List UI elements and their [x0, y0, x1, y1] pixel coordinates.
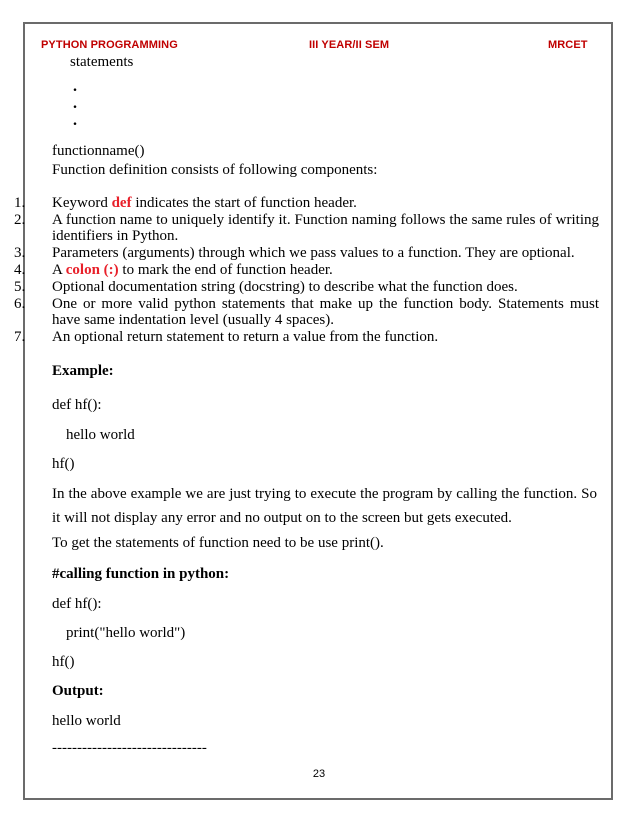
code-line: hf() — [52, 654, 75, 670]
print-note: To get the statements of function need to be use print(). — [52, 535, 384, 551]
list-item — [14, 279, 599, 295]
keyword-colon: colon (:) — [65, 262, 119, 278]
list-text: A — [52, 262, 66, 278]
ellipsis-dot: . — [73, 112, 77, 129]
header-year: III YEAR/II SEM — [309, 39, 390, 51]
calling-heading: #calling function in python: — [52, 566, 230, 582]
explanation-paragraph: In the above example we are just trying to execute the program by calling the function. So it will not display any error and no output on to the screen but gets executed. — [52, 486, 597, 526]
header-college: MRCET — [548, 39, 588, 51]
list-number: 2. — [14, 212, 26, 228]
intro-text: Function definition consists of following components: — [52, 162, 378, 178]
list-number: 6. — [14, 296, 26, 312]
list-number: 1. — [14, 195, 26, 211]
list-text: indicates the start of function header. — [131, 195, 357, 211]
page-border — [23, 22, 613, 800]
list-text: Parameters (arguments) through which we pass values to a function. They are optional. — [52, 245, 575, 261]
page-number: 23 — [312, 768, 326, 780]
header-course: PYTHON PROGRAMMING — [41, 39, 178, 51]
code-line: hello world — [66, 427, 135, 443]
list-item — [14, 195, 599, 211]
list-item — [14, 212, 599, 244]
list-item — [14, 329, 599, 345]
output-heading: Output: — [52, 683, 104, 699]
list-text: A function name to uniquely identify it. Function naming follows the same rules of writing identifiers in Python. — [52, 212, 599, 244]
list-text: to mark the end of function header. — [118, 262, 333, 278]
code-line: def hf(): — [52, 397, 102, 413]
ellipsis-dot: . — [73, 95, 77, 112]
list-item — [14, 245, 599, 261]
ellipsis-dot: . — [73, 78, 77, 95]
list-text: An optional return statement to return a value from the function. — [52, 329, 439, 345]
list-number: 7. — [14, 329, 26, 345]
functionname-call: functionname() — [52, 143, 145, 159]
output-value: hello world — [52, 713, 121, 729]
list-number: 5. — [14, 279, 26, 295]
code-line: print("hello world") — [66, 625, 186, 641]
separator-line: ------------------------------- — [52, 740, 207, 756]
code-line: hf() — [52, 456, 75, 472]
list-text: One or more valid python statements that make up the function body. Statements must have same indentation level (usually 4 spaces). — [52, 296, 599, 328]
list-number: 4. — [14, 262, 26, 278]
example-heading: Example: — [52, 363, 114, 379]
keyword-def: def — [111, 195, 132, 211]
statements-line: statements — [70, 54, 134, 70]
list-text: Keyword — [52, 195, 112, 211]
list-number: 3. — [14, 245, 26, 261]
code-line: def hf(): — [52, 596, 102, 612]
list-text: Optional documentation string (docstring) to describe what the function does. — [52, 279, 518, 295]
list-item — [14, 262, 599, 278]
list-item — [14, 296, 599, 328]
